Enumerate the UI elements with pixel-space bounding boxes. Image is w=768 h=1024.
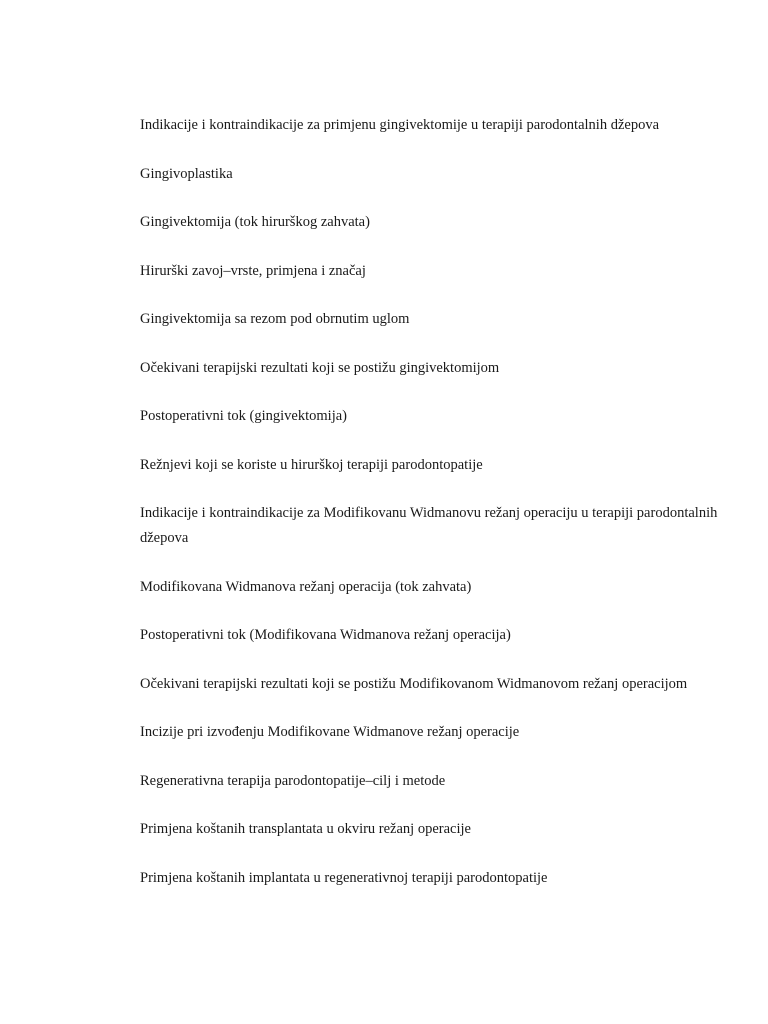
topic-item: Indikacije i kontraindikacije za primjenu gingivektomije u terapiji parodontalnih džepova bbox=[140, 117, 660, 133]
topic-item: Gingivektomija sa rezom pod obrnutim uglom bbox=[140, 311, 410, 327]
topic-item: Gingivektomija (tok hirurškog zahvata) bbox=[140, 214, 370, 230]
topic-item: Primjena koštanih implantata u regenerativnoj terapiji parodontopatije bbox=[140, 869, 548, 886]
topic-item: Regenerativna terapija parodontopatije–cilj i metode bbox=[140, 772, 446, 789]
topic-item: Postoperativni tok (Modifikovana Widmanova režanj operacija) bbox=[140, 627, 511, 643]
topic-item: Hirurški zavoj–vrste, primjena i značaj bbox=[140, 262, 366, 279]
topic-list bbox=[140, 113, 730, 914]
topic-item: Primjena koštanih transplantata u okviru režanj operacije bbox=[140, 821, 471, 837]
topic-item: Postoperativni tok (gingivektomija) bbox=[140, 408, 348, 424]
topic-item: Očekivani terapijski rezultati koji se postižu gingivektomijom bbox=[140, 359, 500, 376]
topic-item: Modifikovana Widmanova režanj operacija (tok zahvata) bbox=[140, 578, 472, 595]
topic-item: Očekivani terapijski rezultati koji se postižu Modifikovanom Widmanovom režanj operacijom bbox=[140, 675, 688, 692]
topic-item: Indikacije i kontraindikacije za Modifikovanu Widmanovu režanj operaciju u terapiji parodontalnih džepova bbox=[140, 505, 718, 546]
topic-item: Gingivoplastika bbox=[140, 165, 233, 182]
topic-item: Incizije pri izvođenju Modifikovane Widmanove režanj operacije bbox=[140, 724, 520, 740]
topic-item: Režnjevi koji se koriste u hirurškoj terapiji parodontopatije bbox=[140, 456, 483, 473]
